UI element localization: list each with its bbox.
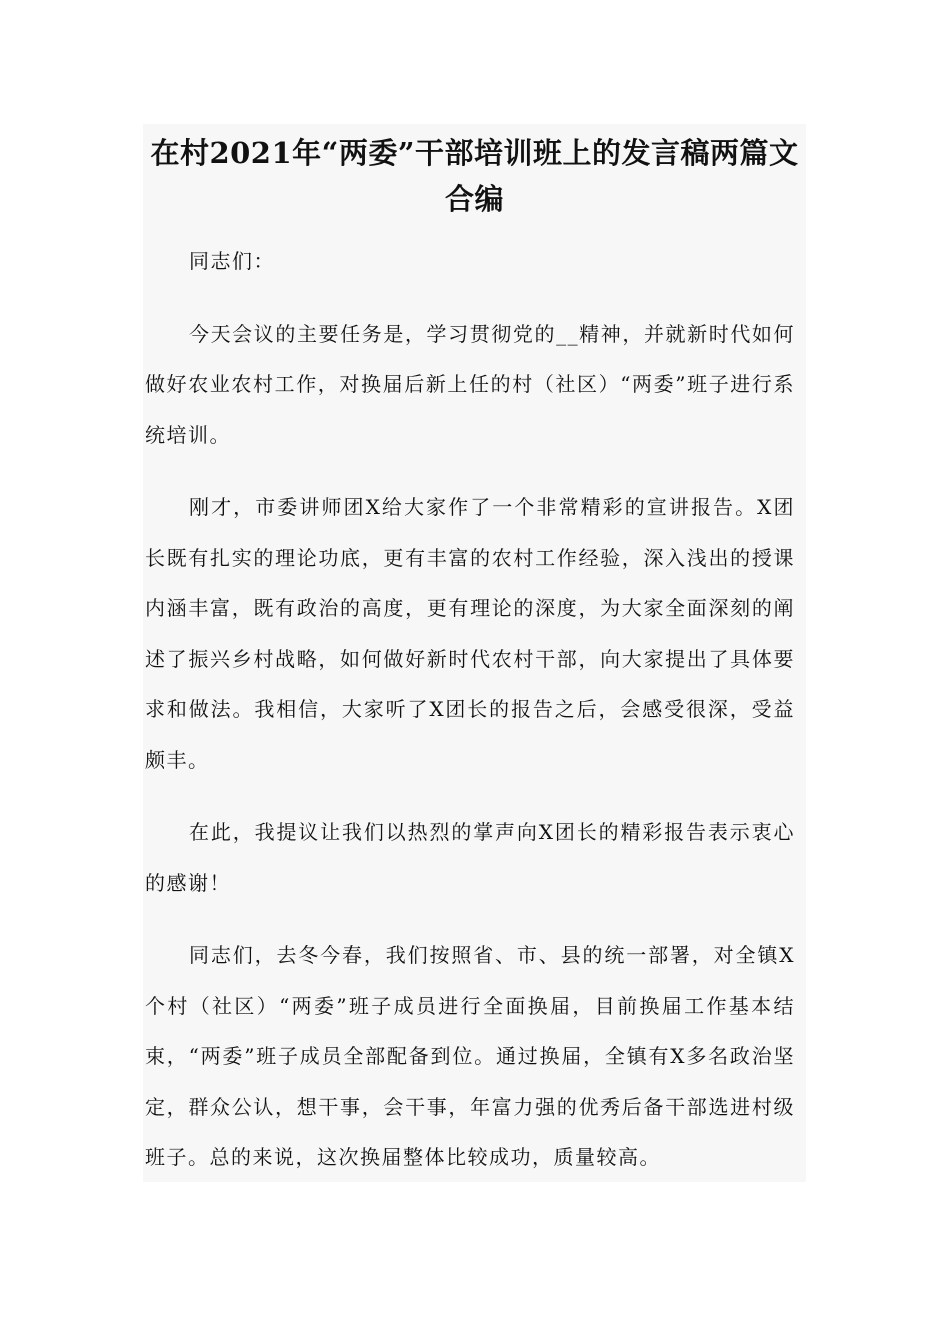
paragraph-thanks: 在此，我提议让我们以热烈的掌声向X团长的精彩报告表示衷心的感谢！ [145, 820, 795, 895]
document-title: 在村2021年“两委”干部培训班上的发言稿两篇文合编 [150, 136, 799, 216]
paragraph-election-summary: 同志们，去冬今春，我们按照省、市、县的统一部署，对全镇X个村（社区）“两委”班子成员进行全面换届，目前换届工作基本结束，“两委”班子成员全部配备到位。通过换届，全镇有X多名政治坚定，群众公认，想干事，会干事，年富力强的优秀后备干部选进村级班子。总的来说，这次换届整体比较成功，质量较高。 [145, 943, 795, 1169]
document-body [145, 236, 795, 1205]
paragraph-lecture-review: 刚才，市委讲师团X给大家作了一个非常精彩的宣讲报告。X团长既有扎实的理论功底，更有丰富的农村工作经验，深入浅出的授课内涵丰富，既有政治的高度，更有理论的深度，为大家全面深刻的阐述了振兴乡村战略，如何做好新时代农村干部，向大家提出了具体要求和做法。我相信，大家听了X团长的报告之后，会感受很深，受益颇丰。 [145, 495, 795, 772]
paragraph-salutation: 同志们： [189, 249, 275, 273]
paragraph-meeting-task: 今天会议的主要任务是，学习贯彻党的__精神，并就新时代如何做好农业农村工作，对换届后新上任的村（社区）“两委”班子进行系统培训。 [145, 321, 795, 447]
